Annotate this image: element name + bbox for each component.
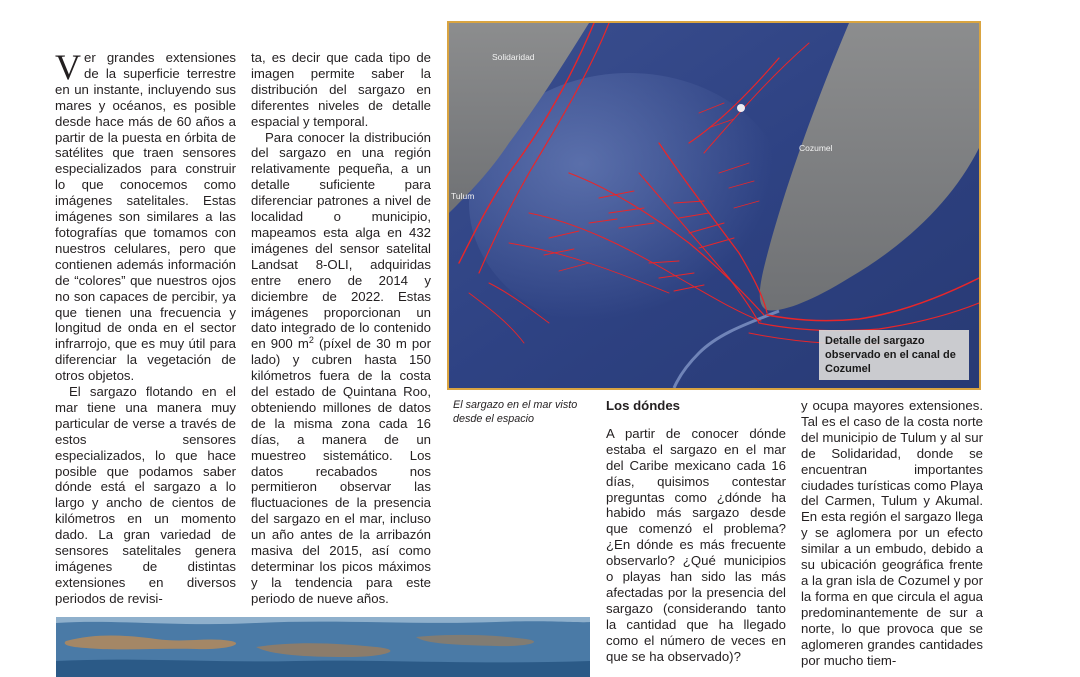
section-heading: Los dóndes: [606, 398, 680, 413]
sargassum-sea-photo: [56, 617, 590, 677]
article-column-3: [606, 398, 786, 665]
paragraph: y ocupa mayores extensiones. Tal es el caso de la costa norte del municipio de Tulum y al sur de Solidaridad, donde se encuentran importantes ciudades turísticas como Playa del Carmen, Tulum y Akumal. En esta región el sargazo llega y se aglomera por un efecto similar a un embudo, debido a su ubicación geográfica frente a la gran isla de Cozumel y por la forma en que circula el agua predominantemente de sur a norte, lo que provoca que se aglomeren grandes cantidades por mucho tiem-: [801, 398, 983, 668]
satellite-image: [447, 21, 981, 390]
figure-caption: El sargazo en el mar visto desde el espacio: [453, 399, 578, 425]
article-column-2: [251, 50, 431, 607]
sea-photo-graphic: [56, 617, 590, 677]
superscript: 2: [308, 335, 314, 346]
article-column-1: [55, 47, 236, 607]
intro-paragraph: Ver grandes extensiones de la superficie terrestre en un instante, incluyendo sus mares y océanos, es posible desde hace más de 60 años a partir de la puesta en órbita de satélites que traen sensores especializados para construir lo que conocemos como imágenes satelitales. Estas imágenes son similares a las fotografías que tomamos con nuestros celulares, pero que contienen además información de “colores” que nuestros ojos no son capaces de percibir, ya que tienen una frecuencia y longitud de onda en el sector infrarrojo, que es muy útil para diferenciar la vegetación de otros objetos.: [55, 47, 236, 384]
article-column-4: [801, 398, 983, 668]
label-tulum: Tulum: [451, 191, 475, 201]
drop-cap: V: [55, 47, 81, 87]
label-solidaridad: Solidaridad: [492, 52, 535, 62]
paragraph: El sargazo flotando en el mar tiene una manera muy particular de verse a través de estos sensores especializados, lo que hace posible que podamos saber dónde está el sargazo a lo largo y ancho de cientos de kilómetros en un momento dado. La gran variedad de sensores satelitales genera imágenes de distintas extensiones en diversos periodos de revisi-: [55, 384, 236, 606]
paragraph: Para conocer la distribución del sargazo en una región relativamente pequeña, a un detalle suficiente para diferenciar patrones a nivel de localidad o municipio, mapeamos esta alga en 432 imágenes del sensor satelital Landsat 8-OLI, adquiridas entre enero de 2014 y diciembre de 2022. Estas imágenes proporcionan un dato integrado de lo contenido en 900 $m^2$ (píxel de 30 m por lado) y cubren hasta 150 kilómetros fuera de la costa del estado de Quintana Roo, obteniendo millones de datos de la misma zona cada 16 días, a manera de un muestreo sistemático. Los datos recabados nos permitieron observar las fluctuaciones de la presencia del sargazo en el mar, incluso un año antes de la arribazón masiva del 2015, así como determinar los picos máximos y la tendencia para este periodo de nueve años.: [251, 129, 431, 606]
paragraph: ta, es decir que cada tipo de imagen permite saber la distribución del sargazo en diferentes niveles de detalle espacial y temporal.: [251, 50, 431, 129]
paragraph: A partir de conocer dónde estaba el sargazo en el mar del Caribe mexicano cada 16 días, quisimos contestar preguntas como ¿dónde ha habido más sargazo desde que comenzó el problema? ¿En dónde es más frecuente observarlo? ¿Qué municipios o playas han sido las más afectadas por la presencia del sargazo (considerando tanto la cantidad que ha llegado como el número de veces en que se ha observado)?: [606, 425, 786, 664]
label-cozumel: Cozumel: [799, 143, 833, 153]
inset-caption: Detalle del sargazo observado en el canal de Cozumel: [819, 330, 969, 380]
